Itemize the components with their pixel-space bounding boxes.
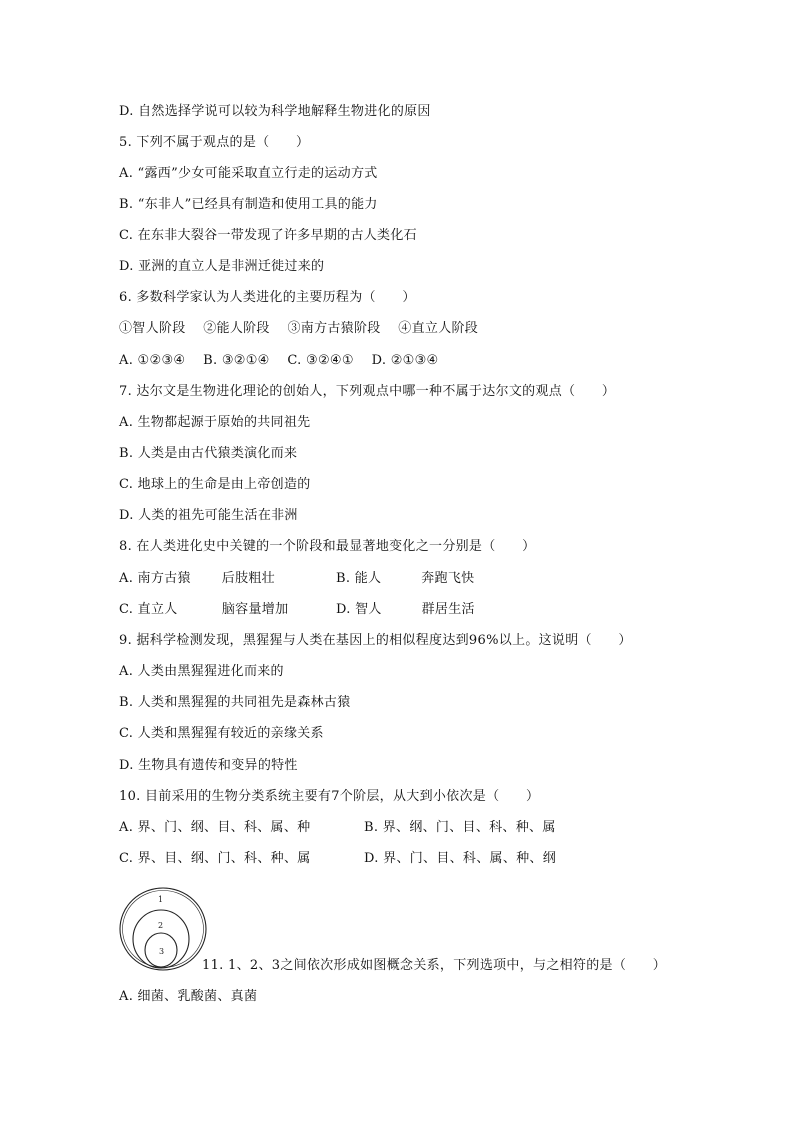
q4-option-d: D. 自然选择学说可以较为科学地解释生物进化的原因	[119, 104, 431, 119]
q8-option-a: A. 南方古猿 后肢粗壮	[119, 571, 275, 586]
q9-option-c: C. 人类和黑猩猩有较近的亲缘关系	[119, 726, 324, 741]
q5-option-c: C. 在东非大裂谷一带发现了许多早期的古人类化石	[119, 228, 417, 243]
q9-option-b: B. 人类和黑猩猩的共同祖先是森林古猿	[119, 695, 351, 710]
q6-options: A. ①②③④ B. ③②①④ C. ③②④① D. ②①③④	[119, 353, 439, 368]
question-10: 10. 目前采用的生物分类系统主要有7个阶层，从大到小依次是（ ）	[119, 789, 540, 804]
question-6: 6. 多数科学家认为人类进化的主要历程为（ ）	[119, 290, 416, 305]
q10-option-d: D. 界、门、目、科、属、种、纲	[364, 851, 557, 866]
question-5: 5. 下列不属于观点的是（ ）	[119, 135, 310, 150]
q6-items: ①智人阶段 ②能人阶段 ③南方古猿阶段 ④直立人阶段	[119, 321, 479, 336]
q8-option-b: B. 能人 奔跑飞快	[336, 571, 475, 586]
q10-option-a: A. 界、门、纲、目、科、属、种	[119, 820, 311, 835]
q11-option-a: A. 细菌、乳酸菌、真菌	[119, 989, 258, 1004]
circle-2	[133, 910, 189, 968]
q7-option-c: C. 地球上的生命是由上帝创造的	[119, 477, 311, 492]
q5-option-d: D. 亚洲的直立人是非洲迁徙过来的	[119, 259, 325, 274]
q10-option-c: C. 界、目、纲、门、科、种、属	[119, 851, 311, 866]
q9-option-d: D. 生物具有遗传和变异的特性	[119, 758, 298, 773]
concept-circles-diagram	[119, 886, 211, 972]
q8-option-c: C. 直立人 脑容量增加	[119, 602, 289, 617]
label-3: 3	[159, 947, 165, 956]
q8-option-d: D. 智人 群居生活	[336, 602, 475, 617]
q7-option-a: A. 生物都起源于原始的共同祖先	[119, 415, 311, 430]
label-1: 1	[158, 895, 164, 904]
question-7: 7. 达尔文是生物进化理论的创始人，下列观点中哪一种不属于达尔文的观点（ ）	[119, 384, 616, 399]
question-9: 9. 据科学检测发现，黑猩猩与人类在基因上的相似程度达到96%以上。这说明（ ）	[119, 633, 632, 648]
q10-option-b: B. 界、纲、门、目、科、种、属	[364, 820, 556, 835]
label-2: 2	[158, 921, 164, 930]
q5-option-a: A. “露西”少女可能采取直立行走的运动方式	[119, 166, 378, 181]
question-8: 8. 在人类进化史中关键的一个阶段和最显著地变化之一分别是（ ）	[119, 539, 536, 554]
q5-option-b: B. “东非人”已经具有制造和使用工具的能力	[119, 197, 378, 212]
q7-option-d: D. 人类的祖先可能生活在非洲	[119, 508, 298, 523]
q7-option-b: B. 人类是由古代猿类演化而来	[119, 446, 298, 461]
question-11: 11. 1、2、3之间依次形成如图概念关系，下列选项中，与之相符的是（ ）	[202, 958, 667, 973]
q9-option-a: A. 人类由黑猩猩进化而来的	[119, 664, 284, 679]
